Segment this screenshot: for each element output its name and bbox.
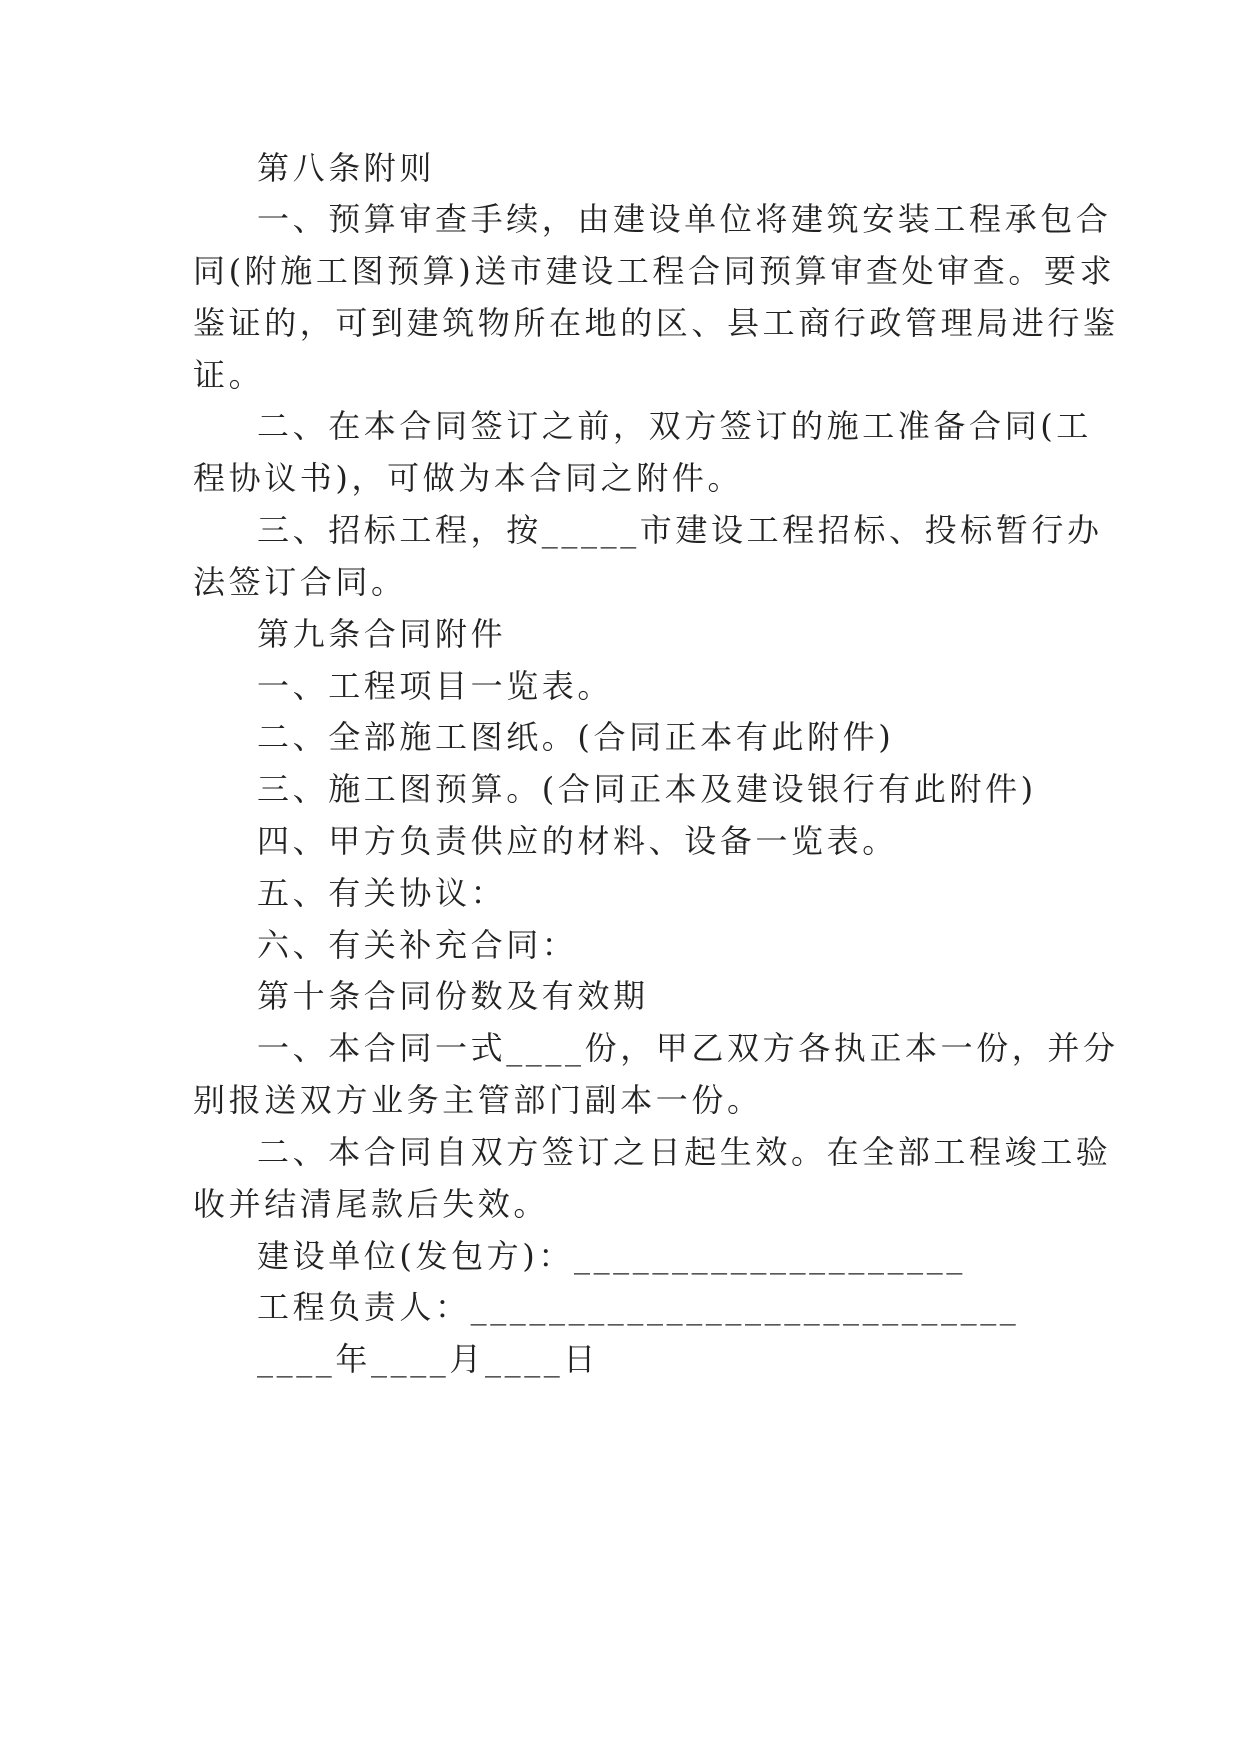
article-8-item-2-line-1: 二、在本合同签订之前，双方签订的施工准备合同(工 xyxy=(257,407,1092,445)
manager-signature-line: 工程负责人：____________________________ xyxy=(257,1288,1020,1326)
article-9-item-2: 二、全部施工图纸。(合同正本有此附件) xyxy=(257,718,895,756)
article-9-item-5: 五、有关协议： xyxy=(257,874,507,912)
article-9-item-6: 六、有关补充合同： xyxy=(257,926,578,964)
builder-signature-line: 建设单位(发包方)：____________________ xyxy=(257,1237,966,1275)
article-10-item-2-line-2: 收并结清尾款后失效。 xyxy=(193,1185,550,1223)
article-8-item-3-line-2: 法签订合同。 xyxy=(193,563,407,601)
article-10-item-1-line-1: 一、本合同一式____份，甲乙双方各执正本一份，并分 xyxy=(257,1029,1119,1067)
article-8-item-1-line-1: 一、预算审查手续，由建设单位将建筑安装工程承包合 xyxy=(257,200,1112,238)
article-10-heading: 第十条合同份数及有效期 xyxy=(257,977,649,1015)
date-line: ____年____月____日 xyxy=(257,1340,600,1378)
article-8-item-1-line-3: 鉴证的，可到建筑物所在地的区、县工商行政管理局进行鉴 xyxy=(193,304,1119,342)
article-8-item-1-line-4: 证。 xyxy=(193,356,265,394)
article-9-item-3: 三、施工图预算。(合同正本及建设银行有此附件) xyxy=(257,770,1037,808)
article-8-item-2-line-2: 程协议书)，可做为本合同之附件。 xyxy=(193,459,744,497)
article-9-heading: 第九条合同附件 xyxy=(257,615,507,653)
article-9-item-1: 一、工程项目一览表。 xyxy=(257,667,614,705)
article-10-item-2-line-1: 二、本合同自双方签订之日起生效。在全部工程竣工验 xyxy=(257,1133,1112,1171)
article-9-item-4: 四、甲方负责供应的材料、设备一览表。 xyxy=(257,822,898,860)
article-8-heading: 第八条附则 xyxy=(257,149,436,187)
article-10-item-1-line-2: 别报送双方业务主管部门副本一份。 xyxy=(193,1081,763,1119)
article-8-item-1-line-2: 同(附施工图预算)送市建设工程合同预算审查处审查。要求 xyxy=(193,252,1116,290)
article-8-item-3-line-1: 三、招标工程，按_____市建设工程招标、投标暂行办 xyxy=(257,511,1103,549)
